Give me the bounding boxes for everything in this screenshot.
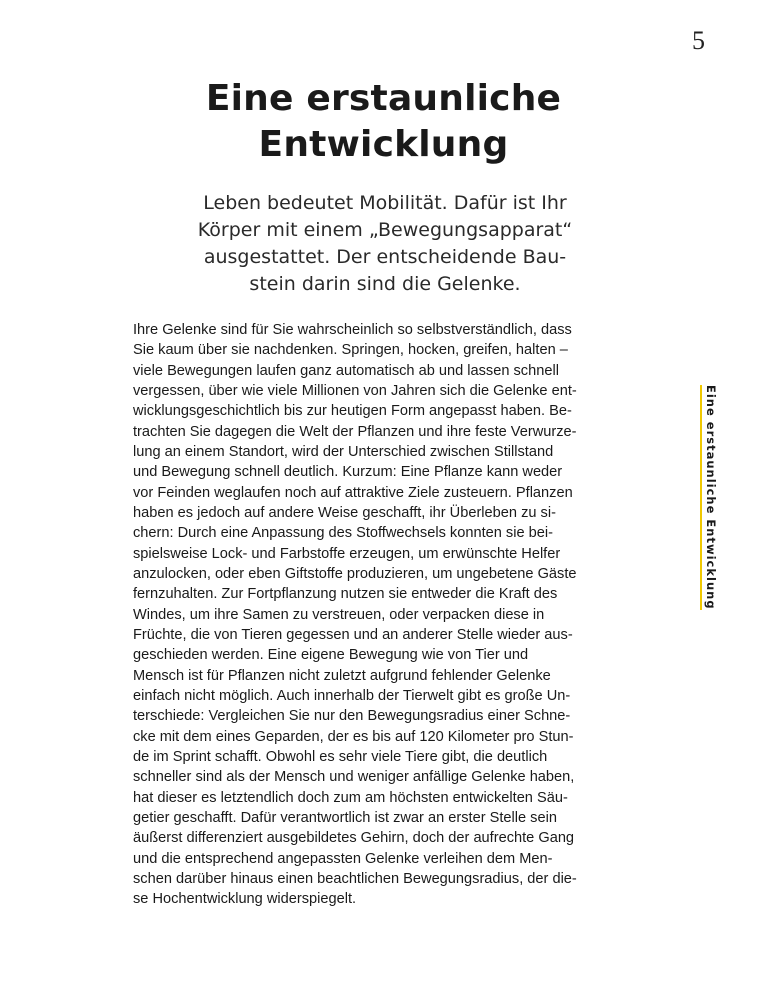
page-number: 5 <box>692 26 705 55</box>
body-line: viele Bewegungen laufen ganz automatisch ab und lassen schnell <box>133 362 559 379</box>
body-line: einfach nicht möglich. Auch innerhalb der Tierwelt gibt es große Un- <box>133 687 571 704</box>
body-line: se Hochentwicklung widerspiegelt. <box>133 891 357 908</box>
body-line: Sie kaum über sie nachdenken. Springen, hocken, greifen, halten – <box>133 342 568 359</box>
running-head-vertical: Eine erstaunliche Entwicklung <box>700 385 718 610</box>
body-line: und Bewegung schnell deutlich. Kurzum: Eine Pflanze kann weder <box>133 464 563 481</box>
body-line: getier geschafft. Dafür verantwortlich ist zwar an erster Stelle sein <box>133 809 557 826</box>
title-line: Eine erstaunliche <box>205 78 562 119</box>
body-line: wicklungsgeschichtlich bis zur heutigen Form angepasst haben. Be- <box>133 403 572 420</box>
intro-line: ausgestattet. Der entscheidende Bau- <box>203 246 567 268</box>
body-line: Ihre Gelenke sind für Sie wahrscheinlich so selbstverständlich, dass <box>133 322 572 338</box>
body-line: chern: Durch eine Anpassung des Stoffwechsels konnten sie bei- <box>133 525 553 542</box>
body-line: anzulocken, oder eben Giftstoffe produzieren, um ungebetene Gäste <box>133 565 577 582</box>
body-line: Früchte, die von Tieren gegessen und an anderer Stelle wieder aus- <box>133 626 573 643</box>
body-line: haben es jedoch auf andere Weise geschafft, ihr Überleben zu si- <box>133 504 556 521</box>
body-line: vor Feinden weglaufen noch auf attraktive Ziele zusteuern. Pflanzen <box>133 484 573 501</box>
body-line: schen darüber hinaus einen beachtlichen Bewegungsradius, der die- <box>133 870 577 887</box>
body-line: äußerst differenziert ausgebildetes Gehirn, doch der aufrechte Gang <box>133 830 575 847</box>
body-line: trachten Sie dagegen die Welt der Pflanzen und ihre feste Verwurze- <box>133 423 577 440</box>
body-line: geschieden werden. Eine eigene Bewegung wie von Tier und <box>133 647 529 664</box>
body-line: spielsweise Lock- und Farbstoffe erzeugen, um erwünschte Helfer <box>133 545 561 562</box>
body-line: lung an einem Standort, wird der Unterschied zwischen Stillstand <box>133 443 554 460</box>
title-line: Entwicklung <box>258 124 509 165</box>
body-paragraph <box>133 320 623 910</box>
body-line: cke mit dem eines Geparden, der es bis auf 120 Kilometer pro Stun- <box>133 728 574 745</box>
intro-paragraph <box>150 190 620 298</box>
body-line: de im Sprint schafft. Obwohl es sehr viele Tiere gibt, die deutlich <box>133 748 548 765</box>
intro-line: Körper mit einem „Bewegungsapparat“ <box>197 219 573 241</box>
body-line: Windes, um ihre Samen zu verstreuen, oder verpacken diese in <box>133 606 545 623</box>
body-line: vergessen, über wie viele Millionen von Jahren sich die Gelenke ent- <box>133 382 577 399</box>
intro-line: stein darin sind die Gelenke. <box>249 273 521 295</box>
body-line: schneller sind als der Mensch und weniger anfällige Gelenke haben, <box>133 769 575 786</box>
body-line: hat dieser es letztendlich doch zum am höchsten entwickelten Säu- <box>133 789 568 806</box>
intro-line: Leben bedeutet Mobilität. Dafür ist Ihr <box>203 192 567 214</box>
body-line: und die entsprechend angepassten Gelenke verleihen dem Men- <box>133 850 553 867</box>
body-line: Mensch ist für Pflanzen nicht zuletzt aufgrund fehlender Gelenke <box>133 667 551 684</box>
chapter-title <box>0 76 767 168</box>
body-line: fernzuhalten. Zur Fortpflanzung nutzen sie entweder die Kraft des <box>133 586 558 603</box>
body-line: terschiede: Vergleichen Sie nur den Bewegungsradius einer Schne- <box>133 708 571 725</box>
